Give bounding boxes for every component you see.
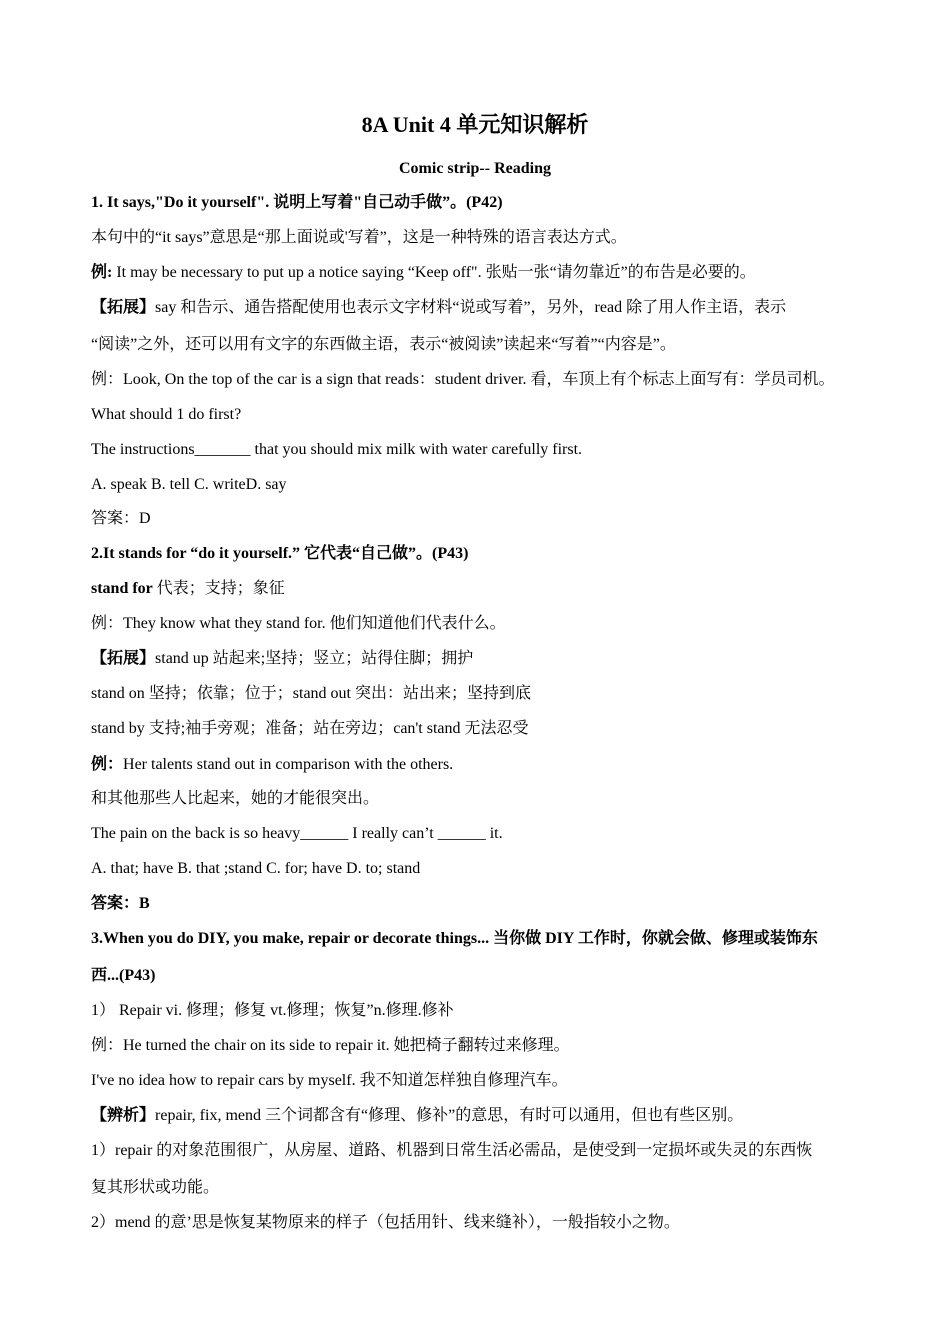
answer-line: 答案：D bbox=[91, 510, 151, 527]
line-text: stand up 站起来;坚持；竖立；站得住脚；拥护 bbox=[155, 650, 474, 667]
text-line: A. that; have B. that ;stand C. for; have D. to; stand bbox=[91, 860, 421, 877]
example-line bbox=[91, 755, 861, 775]
text-line: 1） Repair vi. 修理；修复 vt.修理；恢复”n.修理.修补 bbox=[91, 1002, 454, 1019]
text-line: 本句中的“it says”意思是“那上面说或'写着”，这是一种特殊的语言表达方式。 bbox=[91, 229, 627, 246]
text-line: 2）mend 的意’思是恢复某物原来的样子（包括用针、线来缝补），一般指较小之物。 bbox=[91, 1214, 680, 1231]
text-line: 复其形状或功能。 bbox=[91, 1179, 220, 1196]
line-text: It may be necessary to put up a notice saying “Keep off". 张贴一张“请勿靠近”的布告是必要的。 bbox=[112, 264, 756, 281]
heading-3-cont: 西...(P43) bbox=[91, 967, 156, 984]
heading-3: 3.When you do DIY, you make, repair or decorate things... 当你做 DIY 工作时，你就会做、修理或装饰东 bbox=[91, 930, 818, 947]
heading-1: 1. It says,"Do it yourself". 说明上写着"自己动手做”。(P42) bbox=[91, 194, 503, 211]
extension-line bbox=[91, 649, 861, 669]
line-text: 代表；支持；象征 bbox=[152, 580, 285, 597]
text-line: The instructions_______ that you should mix milk with water carefully first. bbox=[91, 441, 583, 458]
line-lead: 例: bbox=[91, 264, 113, 281]
text-line: I've no idea how to repair cars by myself. 我不知道怎样独自修理汽车。 bbox=[91, 1072, 568, 1089]
text-line: “阅读”之外，还可以用有文字的东西做主语，表示“被阅读”读起来“写着”“内容是”。 bbox=[91, 336, 676, 353]
line-text: repair, fix, mend 三个词都含有“修理、修补”的意思，有时可以通用，但也有些区别。 bbox=[155, 1107, 744, 1124]
text-line: stand by 支持;袖手旁观；准备；站在旁边；can't stand 无法忍受 bbox=[91, 720, 529, 737]
line-lead: 【辨析】 bbox=[91, 1107, 156, 1124]
heading-2: 2.It stands for “do it yourself.” 它代表“自己做”。(P43) bbox=[91, 545, 469, 562]
extension-line bbox=[91, 298, 861, 318]
text-line: 和其他那些人比起来，她的才能很突出。 bbox=[91, 790, 380, 807]
line-text: Her talents stand out in comparison with the others. bbox=[123, 756, 454, 773]
text-line: The pain on the back is so heavy______ I really can’t ______ it. bbox=[91, 825, 503, 842]
analysis-line bbox=[91, 1106, 861, 1126]
text-line: A. speak B. tell C. writeD. say bbox=[91, 476, 287, 493]
line-lead: 例： bbox=[91, 756, 124, 773]
page-title: 8A Unit 4 单元知识解析 bbox=[361, 112, 589, 137]
text-line: What should 1 do first? bbox=[91, 406, 242, 423]
text-line: 1）repair 的对象范围很广，从房屋、道路、机器到日常生活必需品，是使受到一定损坏或失灵的东西恢 bbox=[91, 1142, 813, 1159]
answer-line: 答案：B bbox=[91, 895, 150, 912]
text-line: 例：He turned the chair on its side to repair it. 她把椅子翻转过来修理。 bbox=[91, 1037, 570, 1054]
text-line: 例：Look, On the top of the car is a sign that reads：student driver. 看，车顶上有个标志上面写有：学员司机。 bbox=[91, 371, 835, 388]
line-lead: 【拓展】 bbox=[91, 299, 156, 316]
text-line: stand on 坚持；依靠；位于；stand out 突出：站出来；坚持到底 bbox=[91, 685, 531, 702]
text-line: 例：They know what they stand for. 他们知道他们代表什么。 bbox=[91, 615, 506, 632]
line-lead: stand for bbox=[91, 580, 153, 597]
line-lead: 【拓展】 bbox=[91, 650, 156, 667]
definition-line bbox=[91, 579, 861, 599]
section-subtitle: Comic strip-- Reading bbox=[399, 160, 551, 177]
line-text: say 和告示、通告搭配使用也表示文字材料“说或写着”，另外，read 除了用人作主语，表示 bbox=[155, 299, 787, 316]
example-line bbox=[91, 263, 861, 283]
